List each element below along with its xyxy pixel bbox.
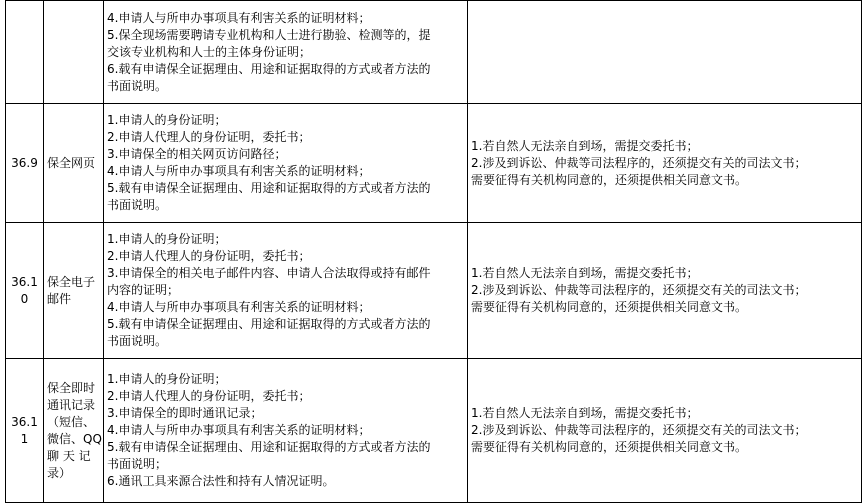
material-line: 6.载有申请保全证据理由、用途和证据取得的方式或者方法的 [107,61,431,76]
item-number-line: 36.1 [11,414,38,429]
material-line: 2.申请人代理人的身份证明，委托书； [107,130,311,144]
material-line: 4.申请人与所申办事项具有利害关系的证明材料； [107,164,371,178]
material-line: 1.申请人的身份证明； [107,372,227,386]
item-name-line: 保全电子 [47,274,96,289]
material-line: 4.申请人与所申办事项具有利害关系的证明材料； [107,423,371,437]
item-number-line: 0 [20,291,29,306]
note-line: 需要征得有关机构同意的，还须提供相关同意文书。 [471,300,748,314]
material-line: 2.申请人代理人的身份证明，委托书； [107,249,311,263]
item-name-cell [44,1,104,104]
notes-cell [468,223,862,359]
note-line: 需要征得有关机构同意的，还须提供相关同意文书。 [471,172,748,187]
material-line: 5.载有申请保全证据理由、用途和证据取得的方式或者方法的 [107,440,431,454]
notes-cell [468,1,862,104]
required-materials-cell [104,359,468,503]
material-line: 1.申请人的身份证明； [107,232,227,246]
notes-cell [468,359,862,503]
item-name-line: 录） [47,465,72,480]
material-line: 2.申请人代理人的身份证明，委托书； [107,389,311,403]
item-name-cell [44,359,104,503]
note-line: 需要征得有关机构同意的，还须提供相关同意文书。 [471,440,748,454]
item-number-line: 1 [20,431,29,446]
item-number-cell: 36.9 [6,104,44,223]
item-number-line: 36.1 [11,274,38,289]
item-name-line: 微信、QQ [47,431,102,446]
required-materials-cell [104,223,468,359]
item-number-cell [6,223,44,359]
material-line: 4.申请人与所申办事项具有利害关系的证明材料； [107,300,371,314]
item-name-line: （短信、 [47,414,96,429]
material-line: 3.申请保全的相关网页访问路径； [107,147,287,161]
material-line: 1.申请人的身份证明； [107,113,227,127]
item-name-line: 聊 天 记 [47,448,91,463]
item-number-cell [6,359,44,503]
material-line: 书面说明； [107,457,168,471]
material-line: 交该专业机构和人士的主体身份证明； [107,44,312,59]
material-line: 5.保全现场需要聘请专业机构和人士进行勘验、检测等的，提 [107,27,431,42]
note-line: 2.涉及到诉讼、仲裁等司法程序的，还须提交有关的司法文书； [471,423,807,437]
material-line: 书面说明。 [107,334,168,348]
note-line: 1.若自然人无法亲自到场，需提交委托书； [471,138,699,153]
material-line: 5.载有申请保全证据理由、用途和证据取得的方式或者方法的 [107,181,431,195]
item-name-line: 通讯记录 [47,397,96,412]
note-line: 2.涉及到诉讼、仲裁等司法程序的，还须提交有关的司法文书； [471,283,807,297]
notarization-materials-table [5,0,862,503]
material-line: 5.载有申请保全证据理由、用途和证据取得的方式或者方法的 [107,317,431,331]
item-name-cell: 保全网页 [44,104,104,223]
notes-cell [468,104,862,223]
item-name-cell [44,223,104,359]
table-row [6,1,862,104]
material-line: 4.申请人与所申办事项具有利害关系的证明材料； [107,10,371,25]
material-line: 书面说明。 [107,78,168,93]
material-line: 6.通讯工具来源合法性和持有人情况证明。 [107,474,335,488]
note-line: 1.若自然人无法亲自到场，需提交委托书； [471,406,699,420]
item-name-line: 邮件 [47,291,72,306]
note-line: 2.涉及到诉讼、仲裁等司法程序的，还须提交有关的司法文书； [471,155,807,170]
required-materials-cell [104,1,468,104]
material-line: 3.申请保全的相关电子邮件内容、申请人合法取得或持有邮件 [107,266,431,280]
item-number-cell [6,1,44,104]
item-name-line: 保全即时 [47,380,96,395]
table-row [6,359,862,503]
note-line: 1.若自然人无法亲自到场，需提交委托书； [471,266,699,280]
required-materials-cell [104,104,468,223]
table-row [6,223,862,359]
table-row [6,104,862,223]
material-line: 内容的证明； [107,283,180,297]
material-line: 3.申请保全的即时通讯记录； [107,406,263,420]
material-line: 书面说明。 [107,198,168,212]
